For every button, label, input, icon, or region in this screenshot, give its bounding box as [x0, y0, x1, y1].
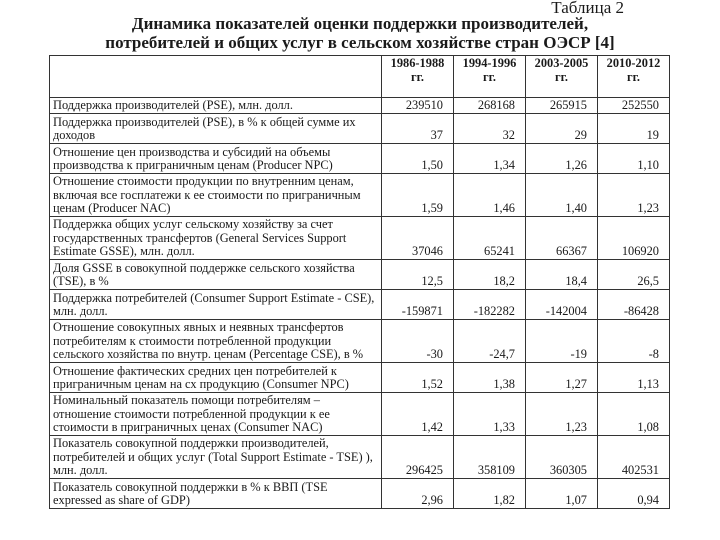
row-value-period-1: 37046 — [382, 217, 454, 260]
row-value-period-3: -142004 — [526, 290, 598, 320]
row-value-period-2: 65241 — [454, 217, 526, 260]
table-row — [50, 393, 670, 436]
header-period-4: 2010-2012 гг. — [598, 56, 670, 98]
row-value-period-3: 265915 — [526, 98, 598, 114]
row-value-period-4: 1,08 — [598, 393, 670, 436]
row-value-period-3: 1,40 — [526, 174, 598, 217]
oecd-support-table — [49, 55, 670, 509]
row-label: Отношение совокупных явных и неявных трансфертов потребителям к стоимости потребленной продукции сельского хозяйства по внутр. ценам (Percentage CSE), в % — [50, 320, 382, 363]
row-value-period-2: 358109 — [454, 436, 526, 479]
row-value-period-3: 1,27 — [526, 363, 598, 393]
row-value-period-4: 0,94 — [598, 479, 670, 509]
row-label: Поддержка производителей (PSE), млн. долл. — [50, 98, 382, 114]
title-line-2: потребителей и общих услуг в сельском хозяйстве стран ОЭСР [4] — [105, 33, 615, 52]
row-value-period-1: 2,96 — [382, 479, 454, 509]
row-value-period-4: 1,13 — [598, 363, 670, 393]
row-value-period-2: 1,46 — [454, 174, 526, 217]
row-value-period-4: 1,10 — [598, 144, 670, 174]
row-value-period-3: 1,26 — [526, 144, 598, 174]
row-label: Поддержка производителей (PSE), в % к общей сумме их доходов — [50, 114, 382, 144]
row-value-period-3: 1,23 — [526, 393, 598, 436]
row-label: Показатель совокупной поддержки в % к ВВП (TSE expressed as share of GDP) — [50, 479, 382, 509]
row-value-period-4: 19 — [598, 114, 670, 144]
row-value-period-1: -159871 — [382, 290, 454, 320]
table-row — [50, 98, 670, 114]
row-value-period-3: 360305 — [526, 436, 598, 479]
table-row — [50, 479, 670, 509]
row-value-period-2: 1,82 — [454, 479, 526, 509]
row-value-period-4: -8 — [598, 320, 670, 363]
title-line-1: Динамика показателей оценки поддержки производителей, — [131, 14, 589, 33]
row-value-period-2: 18,2 — [454, 260, 526, 290]
row-label: Номинальный показатель помощи потребителям – отношение стоимости потребленной продукции к ее стоимости в приграничных ценах (Consumer NAC) — [50, 393, 382, 436]
row-label: Поддержка потребителей (Consumer Support Estimate - CSE), млн. долл. — [50, 290, 382, 320]
table-row — [50, 363, 670, 393]
table-body — [50, 98, 670, 509]
row-value-period-1: 1,52 — [382, 363, 454, 393]
row-value-period-4: 26,5 — [598, 260, 670, 290]
row-value-period-4: 252550 — [598, 98, 670, 114]
table-row — [50, 260, 670, 290]
row-label: Показатель совокупной поддержки производителей, потребителей и общих услуг (Total Support Estimate - TSE) ), млн. долл. — [50, 436, 382, 479]
header-period-3: 2003-2005 гг. — [526, 56, 598, 98]
row-value-period-2: 1,34 — [454, 144, 526, 174]
table-row — [50, 114, 670, 144]
row-value-period-1: 37 — [382, 114, 454, 144]
table-title — [0, 14, 720, 52]
row-label: Отношение стоимости продукции по внутренним ценам, включая все госплатежи к ее стоимости по приграничным ценам (Producer NAC) — [50, 174, 382, 217]
row-value-period-4: 106920 — [598, 217, 670, 260]
table-caption: Таблица 2 — [551, 0, 624, 17]
row-value-period-2: 1,38 — [454, 363, 526, 393]
row-label: Доля GSSE в совокупной поддержке сельского хозяйства (TSE), в % — [50, 260, 382, 290]
row-value-period-2: 268168 — [454, 98, 526, 114]
row-value-period-1: 12,5 — [382, 260, 454, 290]
row-value-period-2: -24,7 — [454, 320, 526, 363]
row-value-period-2: 32 — [454, 114, 526, 144]
row-value-period-4: 402531 — [598, 436, 670, 479]
row-value-period-1: 239510 — [382, 98, 454, 114]
row-value-period-1: 1,42 — [382, 393, 454, 436]
header-period-2: 1994-1996 гг. — [454, 56, 526, 98]
row-value-period-3: 18,4 — [526, 260, 598, 290]
header-row — [50, 56, 670, 98]
table-row — [50, 174, 670, 217]
header-indicator — [50, 56, 382, 98]
row-value-period-1: 296425 — [382, 436, 454, 479]
table-row — [50, 436, 670, 479]
table-row — [50, 320, 670, 363]
header-period-1: 1986-1988 гг. — [382, 56, 454, 98]
table-row — [50, 217, 670, 260]
row-value-period-1: -30 — [382, 320, 454, 363]
row-value-period-3: -19 — [526, 320, 598, 363]
row-label: Поддержка общих услуг сельскому хозяйству за счет государственных трансфертов (General Services Support Estimate GSSE), млн. долл. — [50, 217, 382, 260]
row-label: Отношение фактических средних цен потребителей к приграничным ценам на сх продукцию (Consumer NPC) — [50, 363, 382, 393]
row-value-period-2: -182282 — [454, 290, 526, 320]
row-value-period-3: 1,07 — [526, 479, 598, 509]
table-row — [50, 290, 670, 320]
row-value-period-3: 29 — [526, 114, 598, 144]
row-value-period-3: 66367 — [526, 217, 598, 260]
row-label: Отношение цен производства и субсидий на объемы производства к приграничным ценам (Producer NPC) — [50, 144, 382, 174]
row-value-period-4: -86428 — [598, 290, 670, 320]
table-row — [50, 144, 670, 174]
row-value-period-1: 1,59 — [382, 174, 454, 217]
row-value-period-1: 1,50 — [382, 144, 454, 174]
row-value-period-4: 1,23 — [598, 174, 670, 217]
row-value-period-2: 1,33 — [454, 393, 526, 436]
